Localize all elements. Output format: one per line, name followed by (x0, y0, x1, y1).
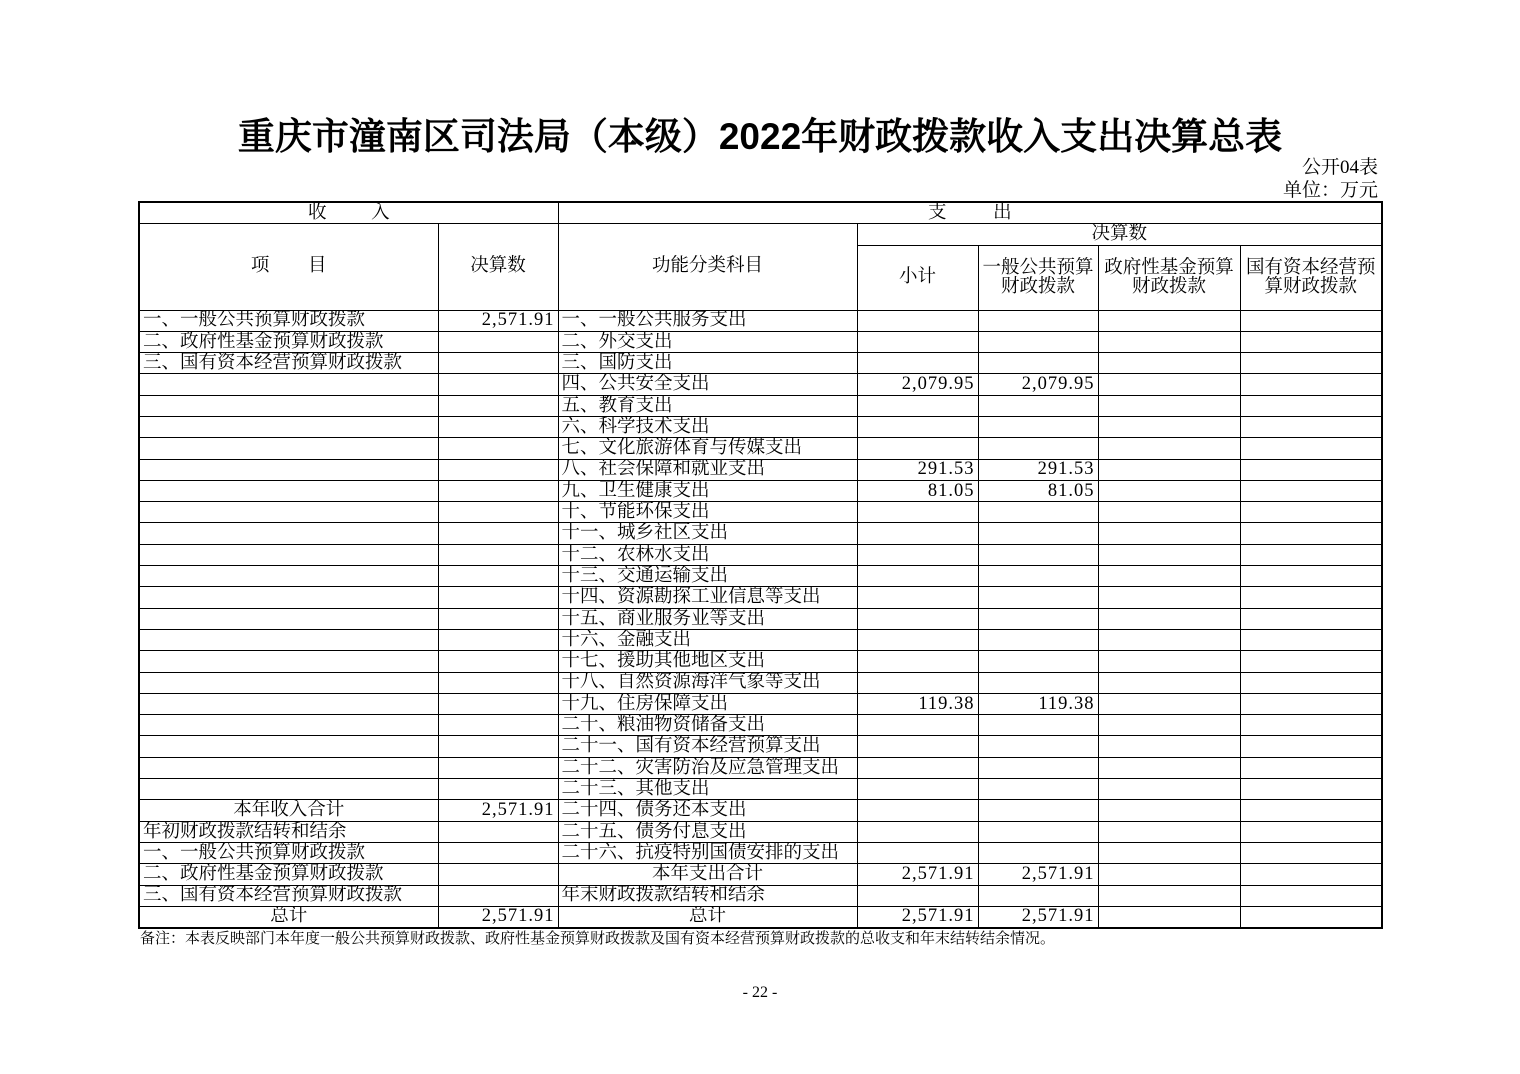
expense-subtotal-cell: 81.05 (857, 480, 978, 501)
expense-subtotal-cell (857, 438, 978, 459)
expense-item-cell: 二十三、其他支出 (558, 779, 857, 800)
gov-fund-budget-amount-cell (1098, 459, 1240, 480)
state-capital-budget-amount-cell (1240, 842, 1382, 863)
general-budget-amount-cell: 2,079.95 (978, 374, 1098, 395)
income-total-label-cell: 本年收入合计 (139, 800, 438, 821)
expense-subtotal-cell: 2,571.91 (857, 864, 978, 885)
expense-item-cell: 七、文化旅游体育与传媒支出 (558, 438, 857, 459)
unit-label: 单位：万元 (1282, 180, 1378, 201)
state-capital-budget-amount-cell (1240, 395, 1382, 416)
income-item-cell (139, 779, 438, 800)
table-row (139, 906, 1382, 927)
page-number: - 22 - (742, 984, 778, 1001)
state-capital-budget-amount-cell (1240, 310, 1382, 331)
table-row (139, 395, 1382, 416)
gov-fund-budget-amount-cell (1098, 842, 1240, 863)
general-budget-amount-cell (978, 395, 1098, 416)
expense-item-cell: 二、外交支出 (558, 331, 857, 352)
income-amount-cell (438, 885, 558, 906)
income-amount-cell: 2,571.91 (438, 906, 558, 927)
income-amount-cell (438, 693, 558, 714)
income-amount-cell (438, 779, 558, 800)
table-row (139, 864, 1382, 885)
income-item-cell (139, 566, 438, 587)
gov-fund-budget-amount-cell (1098, 693, 1240, 714)
table-row (139, 353, 1382, 374)
expense-subtotal-cell (857, 395, 978, 416)
table-row (139, 374, 1382, 395)
income-amount-cell (438, 757, 558, 778)
state-capital-budget-amount-cell (1240, 800, 1382, 821)
general-budget-amount-cell (978, 416, 1098, 437)
income-item-cell (139, 459, 438, 480)
general-budget-amount-cell (978, 821, 1098, 842)
expense-item-cell: 十九、住房保障支出 (558, 693, 857, 714)
income-item-cell (139, 672, 438, 693)
general-budget-amount-cell (978, 651, 1098, 672)
table-row (139, 757, 1382, 778)
expense-item-cell: 五、教育支出 (558, 395, 857, 416)
general-budget-amount-cell (978, 566, 1098, 587)
expense-item-cell: 二十一、国有资本经营预算支出 (558, 736, 857, 757)
income-item-cell (139, 502, 438, 523)
expense-item-cell: 年末财政拨款结转和结余 (558, 885, 857, 906)
gov-fund-budget-amount-cell (1098, 416, 1240, 437)
income-amount-cell (438, 842, 558, 863)
expense-item-cell: 十八、自然资源海洋气象等支出 (558, 672, 857, 693)
general-budget-amount-cell (978, 629, 1098, 650)
state-capital-budget-amount-cell (1240, 906, 1382, 927)
function-category-header: 功能分类科目 (558, 223, 857, 310)
gov-fund-budget-amount-cell (1098, 885, 1240, 906)
table-row (139, 438, 1382, 459)
income-amount-cell (438, 651, 558, 672)
table-row (139, 480, 1382, 501)
income-total-label-cell: 总计 (139, 906, 438, 927)
state-capital-budget-amount-cell (1240, 672, 1382, 693)
expense-subtotal-cell (857, 842, 978, 863)
general-budget-amount-cell: 291.53 (978, 459, 1098, 480)
income-item-cell: 三、国有资本经营预算财政拨款 (139, 885, 438, 906)
general-budget-amount-cell (978, 310, 1098, 331)
expense-subtotal-cell (857, 821, 978, 842)
general-budget-amount-cell (978, 800, 1098, 821)
table-row (139, 416, 1382, 437)
expense-item-cell: 十三、交通运输支出 (558, 566, 857, 587)
general-budget-amount-cell (978, 331, 1098, 352)
table-row (139, 715, 1382, 736)
expense-subtotal-cell (857, 331, 978, 352)
income-amount-cell (438, 608, 558, 629)
state-capital-budget-amount-cell (1240, 459, 1382, 480)
income-item-cell (139, 736, 438, 757)
expense-subtotal-cell (857, 757, 978, 778)
income-amount-cell (438, 416, 558, 437)
general-budget-amount-cell (978, 502, 1098, 523)
gov-fund-budget-amount-cell (1098, 544, 1240, 565)
header-row (139, 223, 1382, 245)
income-amount-cell: 2,571.91 (438, 800, 558, 821)
table-row (139, 608, 1382, 629)
income-item-cell (139, 693, 438, 714)
general-budget-amount-cell (978, 523, 1098, 544)
expense-item-cell: 三、国防支出 (558, 353, 857, 374)
gov-fund-budget-amount-cell (1098, 523, 1240, 544)
gov-fund-budget-header (1098, 245, 1240, 310)
income-item-cell (139, 608, 438, 629)
gov-fund-budget-amount-cell (1098, 715, 1240, 736)
general-budget-amount-cell (978, 353, 1098, 374)
general-budget-amount-cell (978, 438, 1098, 459)
header-row (139, 202, 1382, 223)
general-budget-amount-cell: 119.38 (978, 693, 1098, 714)
income-item-cell (139, 480, 438, 501)
income-item-cell (139, 374, 438, 395)
general-budget-amount-cell: 81.05 (978, 480, 1098, 501)
state-capital-budget-amount-cell (1240, 502, 1382, 523)
income-amount-cell: 2,571.91 (438, 310, 558, 331)
expense-subtotal-cell (857, 353, 978, 374)
gov-fund-budget-amount-cell (1098, 566, 1240, 587)
expense-subtotal-cell (857, 587, 978, 608)
expense-subtotal-cell (857, 651, 978, 672)
expense-subtotal-cell: 2,079.95 (857, 374, 978, 395)
gov-fund-budget-amount-cell (1098, 310, 1240, 331)
expense-subtotal-cell (857, 715, 978, 736)
table-row (139, 629, 1382, 650)
expense-subtotal-cell: 119.38 (857, 693, 978, 714)
expense-subtotal-cell (857, 566, 978, 587)
income-amount-cell (438, 864, 558, 885)
general-budget-amount-cell (978, 885, 1098, 906)
table-body (139, 310, 1382, 928)
income-amount-cell (438, 821, 558, 842)
state-capital-budget-amount-cell (1240, 331, 1382, 352)
expense-subtotal-cell: 2,571.91 (857, 906, 978, 927)
gov-fund-budget-amount-cell (1098, 629, 1240, 650)
state-capital-budget-header-line-2: 算财政拨款 (1264, 276, 1358, 297)
income-item-cell (139, 587, 438, 608)
income-amount-cell (438, 459, 558, 480)
table-row (139, 331, 1382, 352)
general-budget-header-line-2: 财政拨款 (1001, 276, 1076, 297)
table-row (139, 800, 1382, 821)
expense-item-cell: 十二、农林水支出 (558, 544, 857, 565)
state-capital-budget-amount-cell (1240, 651, 1382, 672)
general-budget-amount-cell (978, 842, 1098, 863)
expense-subtotal-cell (857, 544, 978, 565)
income-amount-cell (438, 566, 558, 587)
income-amount-cell (438, 438, 558, 459)
expense-subtotal-cell (857, 310, 978, 331)
state-capital-budget-amount-cell (1240, 693, 1382, 714)
gov-fund-budget-header-line-1: 政府性基金预算 (1104, 258, 1234, 278)
gov-fund-budget-amount-cell (1098, 331, 1240, 352)
expense-item-cell: 六、科学技术支出 (558, 416, 857, 437)
gov-fund-budget-header-line-2: 财政拨款 (1132, 276, 1207, 297)
income-amount-cell (438, 629, 558, 650)
income-amount-cell (438, 353, 558, 374)
footnote: 备注：本表反映部门本年度一般公共预算财政拨款、政府性基金预算财政拨款及国有资本经营预算财政拨款的总收支和年末结转结余情况。 (140, 931, 1056, 947)
gov-fund-budget-amount-cell (1098, 438, 1240, 459)
income-item-cell (139, 395, 438, 416)
general-budget-amount-cell (978, 672, 1098, 693)
table-row (139, 310, 1382, 331)
general-budget-header (978, 245, 1098, 310)
income-item-cell (139, 715, 438, 736)
expense-item-cell: 八、社会保障和就业支出 (558, 459, 857, 480)
expense-subtotal-cell (857, 502, 978, 523)
gov-fund-budget-amount-cell (1098, 374, 1240, 395)
table-row (139, 566, 1382, 587)
income-amount-cell (438, 736, 558, 757)
gov-fund-budget-amount-cell (1098, 757, 1240, 778)
expense-item-cell: 二十四、债务还本支出 (558, 800, 857, 821)
gov-fund-budget-amount-cell (1098, 821, 1240, 842)
state-capital-budget-amount-cell (1240, 438, 1382, 459)
gov-fund-budget-amount-cell (1098, 353, 1240, 374)
expense-subtotal-cell (857, 629, 978, 650)
expense-subtotal-cell (857, 416, 978, 437)
general-budget-amount-cell (978, 779, 1098, 800)
table-row (139, 502, 1382, 523)
expense-item-cell: 九、卫生健康支出 (558, 480, 857, 501)
gov-fund-budget-amount-cell (1098, 651, 1240, 672)
income-item-cell (139, 544, 438, 565)
general-budget-amount-cell (978, 757, 1098, 778)
income-item-cell (139, 416, 438, 437)
expense-item-cell: 二十五、债务付息支出 (558, 821, 857, 842)
income-item-cell (139, 523, 438, 544)
state-capital-budget-amount-cell (1240, 416, 1382, 437)
gov-fund-budget-amount-cell (1098, 608, 1240, 629)
income-item-cell: 年初财政拨款结转和结余 (139, 821, 438, 842)
expense-total-label-cell: 总计 (558, 906, 857, 927)
general-budget-amount-cell (978, 544, 1098, 565)
income-amount-cell (438, 502, 558, 523)
state-capital-budget-amount-cell (1240, 566, 1382, 587)
table-row (139, 779, 1382, 800)
state-capital-budget-amount-cell (1240, 864, 1382, 885)
gov-fund-budget-amount-cell (1098, 864, 1240, 885)
income-amount-cell (438, 672, 558, 693)
state-capital-budget-amount-cell (1240, 821, 1382, 842)
final-amount-header: 决算数 (438, 223, 558, 310)
expense-subtotal-cell (857, 736, 978, 757)
state-capital-budget-amount-cell (1240, 715, 1382, 736)
income-item-cell (139, 629, 438, 650)
income-item-cell: 一、一般公共预算财政拨款 (139, 842, 438, 863)
income-amount-cell (438, 395, 558, 416)
income-amount-cell (438, 587, 558, 608)
expense-item-cell: 十、节能环保支出 (558, 502, 857, 523)
state-capital-budget-amount-cell (1240, 480, 1382, 501)
state-capital-budget-header (1240, 245, 1382, 310)
table-row (139, 736, 1382, 757)
state-capital-budget-header-line-1: 国有资本经营预 (1246, 258, 1376, 278)
gov-fund-budget-amount-cell (1098, 587, 1240, 608)
expense-header: 支 出 (558, 202, 1382, 223)
income-amount-cell (438, 480, 558, 501)
state-capital-budget-amount-cell (1240, 608, 1382, 629)
table-row (139, 523, 1382, 544)
expense-subtotal-cell (857, 523, 978, 544)
gov-fund-budget-amount-cell (1098, 480, 1240, 501)
income-amount-cell (438, 523, 558, 544)
general-budget-amount-cell (978, 608, 1098, 629)
general-budget-amount-cell: 2,571.91 (978, 906, 1098, 927)
income-item-cell: 二、政府性基金预算财政拨款 (139, 331, 438, 352)
expense-subtotal-cell (857, 779, 978, 800)
income-amount-cell (438, 374, 558, 395)
expense-item-cell: 十五、商业服务业等支出 (558, 608, 857, 629)
state-capital-budget-amount-cell (1240, 587, 1382, 608)
income-item-cell (139, 651, 438, 672)
income-amount-cell (438, 715, 558, 736)
gov-fund-budget-amount-cell (1098, 736, 1240, 757)
expense-item-cell: 二十六、抗疫特别国债安排的支出 (558, 842, 857, 863)
general-budget-header-line-1: 一般公共预算 (982, 258, 1094, 278)
subtotal-header: 小计 (857, 245, 978, 310)
general-budget-amount-cell: 2,571.91 (978, 864, 1098, 885)
gov-fund-budget-amount-cell (1098, 502, 1240, 523)
table-row (139, 587, 1382, 608)
general-budget-amount-cell (978, 587, 1098, 608)
table-row (139, 885, 1382, 906)
state-capital-budget-amount-cell (1240, 757, 1382, 778)
general-budget-amount-cell (978, 715, 1098, 736)
state-capital-budget-amount-cell (1240, 544, 1382, 565)
expense-total-label-cell: 本年支出合计 (558, 864, 857, 885)
state-capital-budget-amount-cell (1240, 523, 1382, 544)
item-header: 项 目 (139, 223, 438, 310)
state-capital-budget-amount-cell (1240, 885, 1382, 906)
income-item-cell: 二、政府性基金预算财政拨款 (139, 864, 438, 885)
expense-item-cell: 一、一般公共服务支出 (558, 310, 857, 331)
gov-fund-budget-amount-cell (1098, 800, 1240, 821)
expense-subtotal-cell (857, 800, 978, 821)
expense-item-cell: 二十二、灾害防治及应急管理支出 (558, 757, 857, 778)
income-item-cell (139, 757, 438, 778)
state-capital-budget-amount-cell (1240, 736, 1382, 757)
general-budget-amount-cell (978, 736, 1098, 757)
state-capital-budget-amount-cell (1240, 629, 1382, 650)
income-header: 收 入 (139, 202, 558, 223)
expense-subtotal-cell (857, 672, 978, 693)
table-row (139, 842, 1382, 863)
expense-item-cell: 十七、援助其他地区支出 (558, 651, 857, 672)
state-capital-budget-amount-cell (1240, 779, 1382, 800)
gov-fund-budget-amount-cell (1098, 395, 1240, 416)
expense-item-cell: 二十、粮油物资储备支出 (558, 715, 857, 736)
final-amount-group-header: 决算数 (857, 223, 1382, 245)
table-row (139, 651, 1382, 672)
income-amount-cell (438, 331, 558, 352)
gov-fund-budget-amount-cell (1098, 672, 1240, 693)
table-code: 公开04表 (1301, 157, 1378, 178)
table-row (139, 459, 1382, 480)
expense-item-cell: 四、公共安全支出 (558, 374, 857, 395)
income-item-cell (139, 438, 438, 459)
table-row (139, 693, 1382, 714)
state-capital-budget-amount-cell (1240, 374, 1382, 395)
table-row (139, 672, 1382, 693)
expense-item-cell: 十六、金融支出 (558, 629, 857, 650)
income-item-cell: 三、国有资本经营预算财政拨款 (139, 353, 438, 374)
expense-item-cell: 十一、城乡社区支出 (558, 523, 857, 544)
gov-fund-budget-amount-cell (1098, 779, 1240, 800)
expense-subtotal-cell (857, 608, 978, 629)
state-capital-budget-amount-cell (1240, 353, 1382, 374)
expense-subtotal-cell: 291.53 (857, 459, 978, 480)
expense-subtotal-cell (857, 885, 978, 906)
gov-fund-budget-amount-cell (1098, 906, 1240, 927)
income-amount-cell (438, 544, 558, 565)
income-item-cell: 一、一般公共预算财政拨款 (139, 310, 438, 331)
table-row (139, 821, 1382, 842)
page-title: 重庆市潼南区司法局（本级）2022年财政拨款收入支出决算总表 (237, 116, 1283, 157)
expense-item-cell: 十四、资源勘探工业信息等支出 (558, 587, 857, 608)
table-row (139, 544, 1382, 565)
fiscal-appropriation-table (138, 201, 1383, 929)
